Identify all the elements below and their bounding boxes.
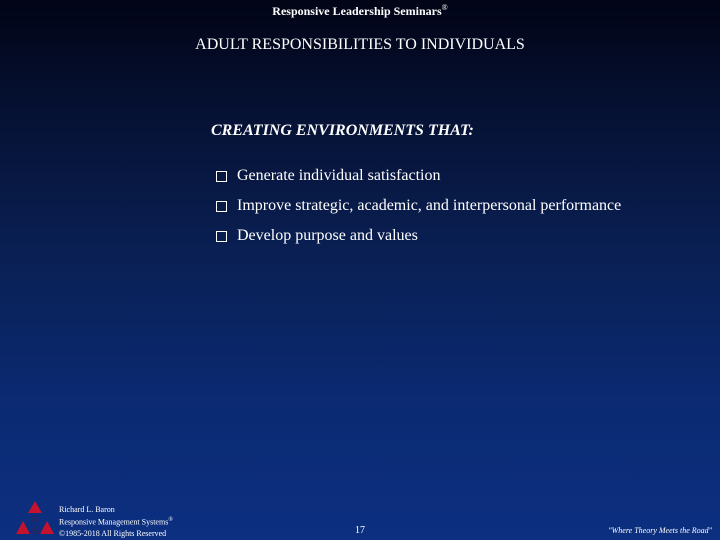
- bullet-item: [216, 161, 621, 191]
- company-name: Responsive Management Systems: [59, 517, 169, 527]
- logo-bottom-triangle: [29, 524, 41, 534]
- bullet-text: Generate individual satisfaction: [237, 167, 441, 184]
- slide-title: ADULT RESPONSIBILITIES TO INDIVIDUALS: [195, 36, 525, 53]
- footer-credits: [59, 504, 173, 539]
- company-registered-mark: ®: [168, 517, 173, 523]
- checkbox-icon: [216, 201, 227, 212]
- logo-top-triangle: [28, 501, 42, 513]
- author-name: Richard L. Baron: [59, 505, 115, 514]
- page-number: 17: [355, 525, 365, 536]
- copyright-notice: ©1985-2018 All Rights Reserved: [59, 528, 167, 538]
- seminar-series-name: Responsive Leadership Seminars: [272, 4, 442, 18]
- logo-center-triangle: [30, 513, 40, 522]
- seminar-series-header: [0, 3, 720, 19]
- checkbox-icon: [216, 231, 227, 242]
- checkbox-icon: [216, 171, 227, 182]
- slide-subheading: CREATING ENVIRONMENTS THAT:: [211, 122, 474, 139]
- logo-right-triangle: [40, 521, 54, 534]
- logo-left-triangle: [16, 521, 30, 534]
- tagline: "Where Theory Meets the Road": [608, 526, 712, 535]
- triangle-logo-icon: [14, 500, 56, 536]
- company-line: [59, 515, 173, 528]
- bullet-text: Develop purpose and values: [237, 227, 418, 244]
- bullet-text: Improve strategic, academic, and interpersonal performance: [237, 197, 622, 214]
- bullet-list: [216, 161, 621, 251]
- bullet-item: [216, 191, 621, 221]
- registered-mark: ®: [441, 3, 448, 12]
- bullet-item: [216, 221, 621, 251]
